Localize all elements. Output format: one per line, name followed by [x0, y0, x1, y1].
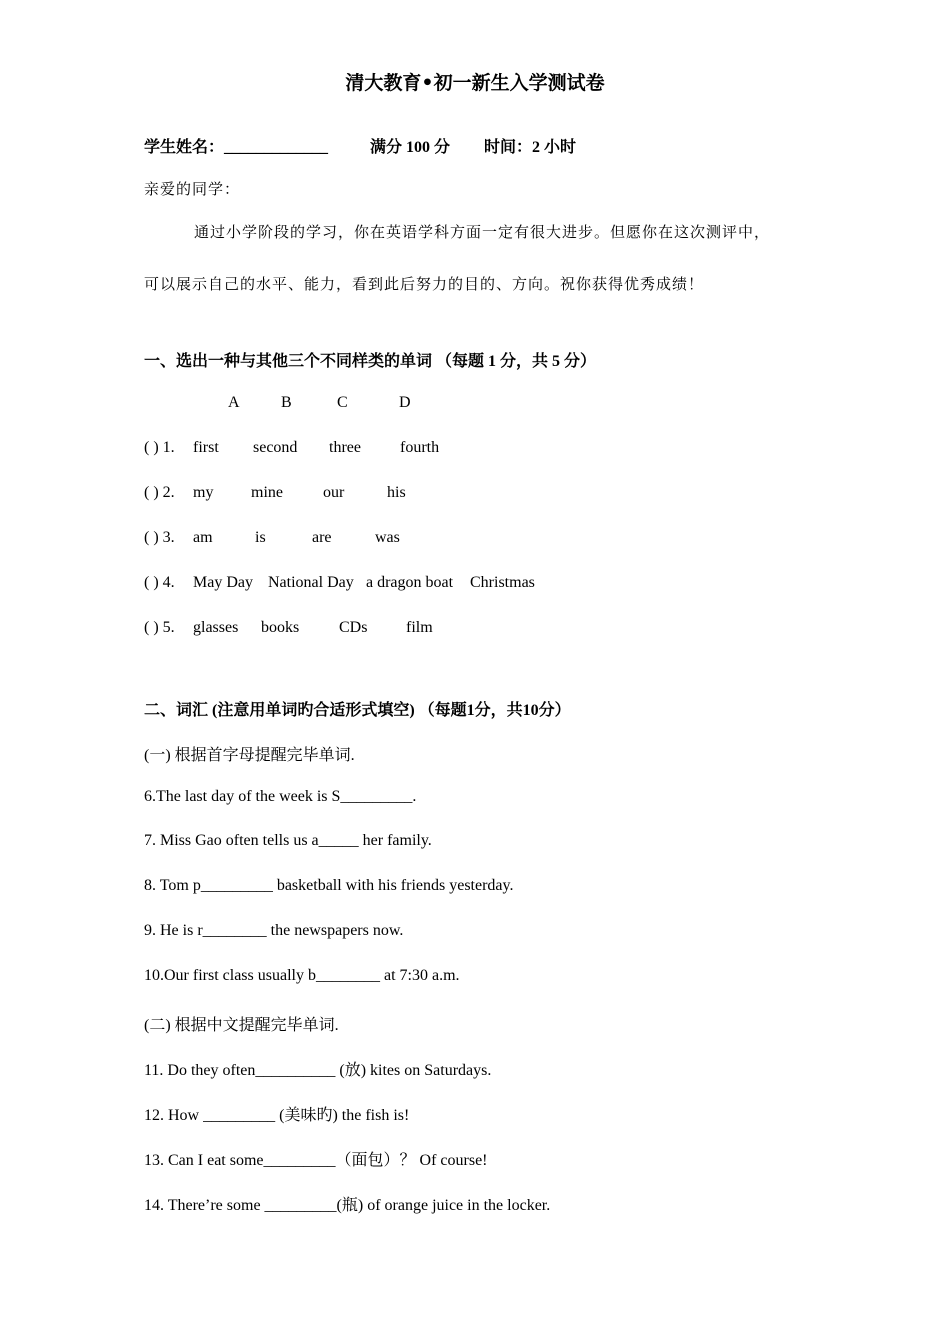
word-b: second: [253, 439, 298, 456]
word-d: was: [375, 529, 400, 546]
header-info: [144, 134, 576, 157]
question-number: ( ) 4.: [144, 574, 175, 591]
section-1-heading: 一、选出一种与其他三个不同样类的单词 （每题 1 分，共 5 分）: [144, 353, 597, 370]
student-name-label: 学生姓名：_____________: [144, 139, 329, 156]
word-d: Christmas: [470, 574, 535, 591]
word-b: is: [255, 529, 266, 546]
question-number: ( ) 5.: [144, 619, 175, 636]
page-title: 清大教育•初一新生入学测试卷: [345, 72, 605, 94]
word-d: film: [406, 619, 433, 636]
word-b: books: [261, 619, 300, 636]
word-a: my: [193, 484, 214, 501]
word-d: fourth: [400, 439, 440, 456]
question-11: 11. Do they often__________ (放) kites on Saturdays.: [144, 1062, 492, 1079]
intro-line-1: 通过小学阶段的学习，你在英语学科方面一定有很大进步。但愿你在这次测评中，: [194, 223, 771, 241]
question-9: 9. He is r________ the newspapers now.: [144, 922, 404, 939]
question-number: ( ) 3.: [144, 529, 175, 546]
word-c: our: [323, 484, 345, 501]
time-label: 时间：2 小时: [484, 139, 577, 156]
word-c: a dragon boat: [366, 574, 454, 591]
option-a-label: A: [228, 394, 240, 411]
word-a: am: [193, 529, 213, 546]
question-7: 7. Miss Gao often tells us a_____ her family.: [144, 832, 432, 849]
section-2-heading: 二、词汇 (注意用单词旳合适形式填空) （每题1分，共10分）: [144, 702, 571, 719]
question-12: 12. How _________ (美味旳) the fish is!: [144, 1107, 410, 1124]
option-d-label: D: [399, 394, 411, 411]
question-number: ( ) 2.: [144, 484, 175, 501]
word-a: first: [193, 439, 219, 456]
option-c-label: C: [337, 394, 348, 411]
question-14: 14. There’re some _________(瓶) of orange juice in the locker.: [144, 1197, 551, 1214]
subsection-1-instruction: (一) 根据首字母提醒完毕单词.: [144, 747, 355, 764]
word-b: mine: [251, 484, 283, 501]
word-c: CDs: [339, 619, 368, 636]
word-c: are: [312, 529, 332, 546]
intro-line-2: 可以展示自己的水平、能力，看到此后努力的目的、方向。祝你获得优秀成绩！: [144, 275, 705, 293]
word-c: three: [329, 439, 361, 456]
question-6: 6.The last day of the week is S_________.: [144, 788, 417, 805]
option-b-label: B: [281, 394, 292, 411]
question-10: 10.Our first class usually b________ at 7:30 a.m.: [144, 967, 460, 984]
question-number: ( ) 1.: [144, 439, 175, 456]
subsection-2-instruction: (二) 根据中文提醒完毕单词.: [144, 1017, 339, 1034]
word-a: May Day: [193, 574, 253, 591]
word-b: National Day: [268, 574, 354, 591]
greeting: 亲爱的同学：: [144, 180, 241, 198]
question-8: 8. Tom p_________ basketball with his friends yesterday.: [144, 877, 514, 894]
question-13: 13. Can I eat some_________（面包）？ Of course!: [144, 1152, 488, 1169]
word-d: his: [387, 484, 406, 501]
word-a: glasses: [193, 619, 239, 636]
full-score-label: 满分 100 分: [370, 139, 451, 156]
